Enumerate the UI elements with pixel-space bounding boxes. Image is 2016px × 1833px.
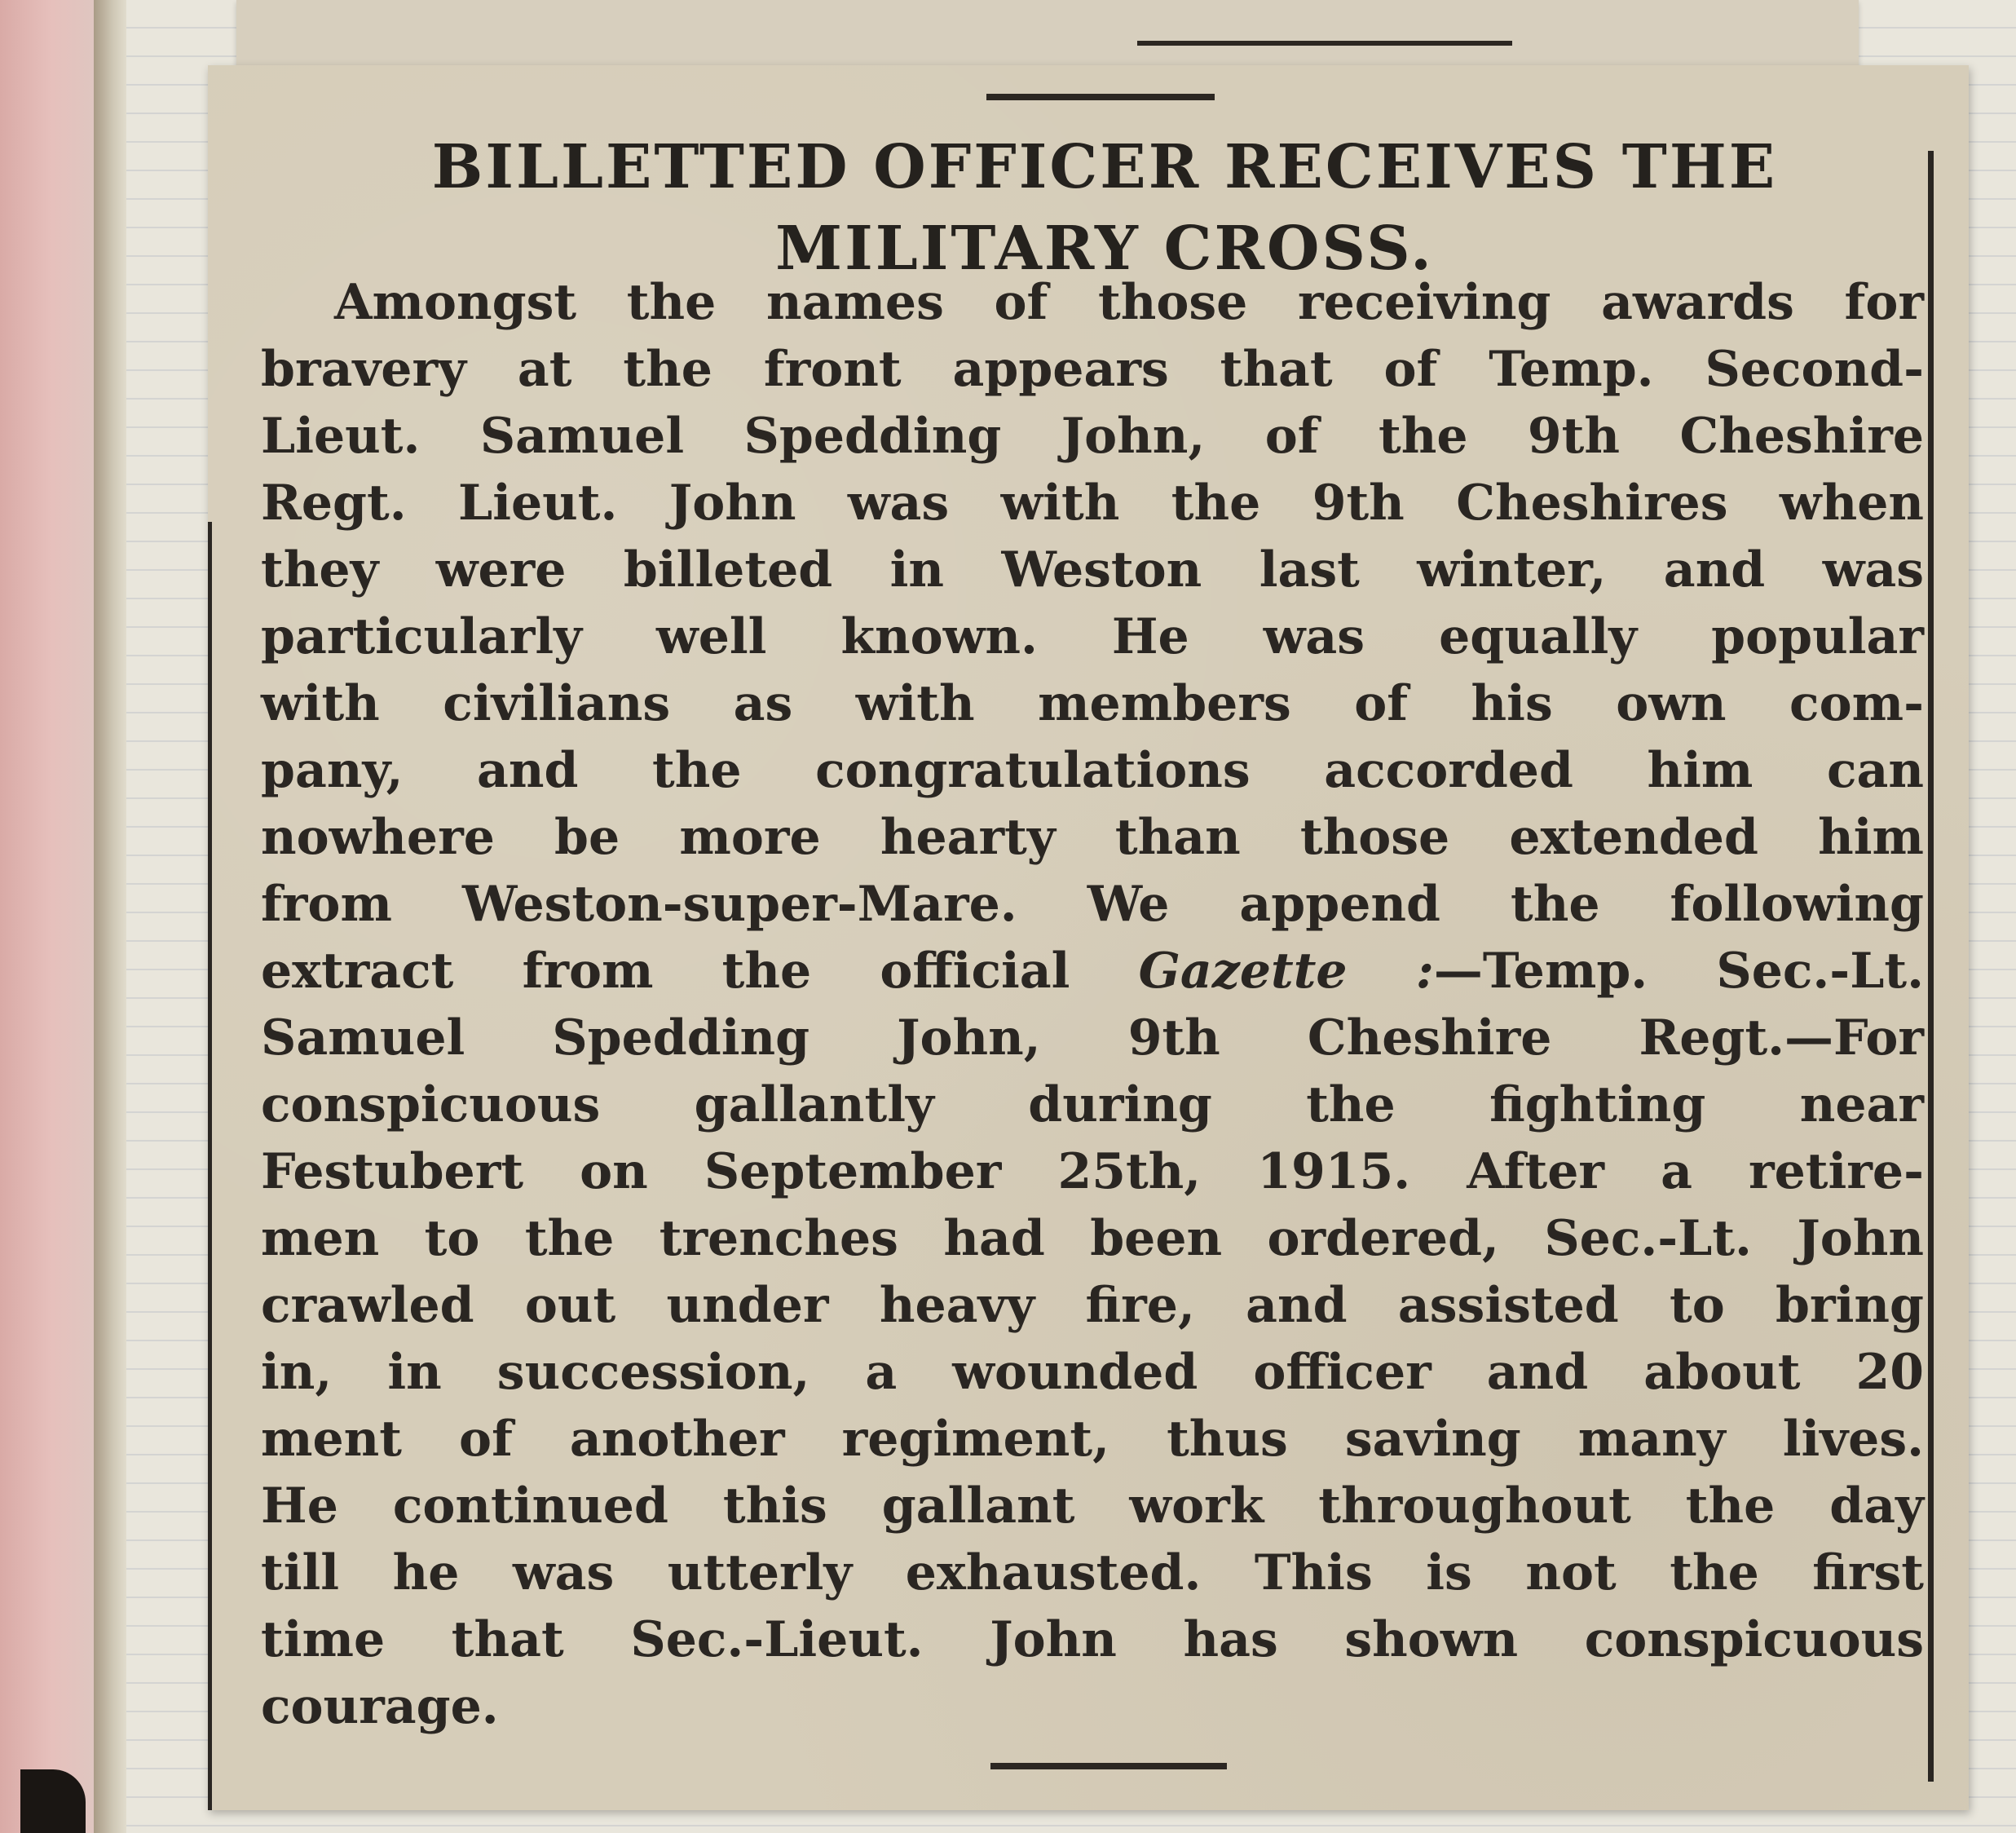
body-line: ment of another regiment, thus saving many lives.	[261, 1411, 1924, 1468]
headline-line: MILITARY CROSS.	[775, 214, 1434, 284]
partial-clipping-rule	[1137, 41, 1512, 46]
body-line: crawled out under heavy fire, and assisted to bring	[261, 1277, 1924, 1334]
body-line: Regt. Lieut. John was with the 9th Cheshires when	[261, 475, 1924, 532]
body-line: from Weston-super-Mare. We append the following	[261, 876, 1924, 933]
header-rule	[986, 94, 1215, 100]
article-headline	[306, 126, 1904, 289]
body-line: Festubert on September 25th, 1915. After a retire-	[261, 1143, 1924, 1200]
body-line: courage.	[261, 1678, 499, 1735]
body-line: pany, and the congratulations accorded him can	[261, 742, 1924, 799]
gazette-line	[261, 938, 1924, 1005]
body-line: men to the trenches had been ordered, Sec.-Lt. John	[261, 1210, 1924, 1267]
article-body	[261, 269, 1924, 1740]
gazette-line-end: —Temp. Sec.-Lt.	[1433, 943, 1924, 1000]
body-line: till he was utterly exhausted. This is not the first	[261, 1544, 1924, 1601]
book-binding-shadow	[94, 0, 126, 1833]
gazette-reference: Gazette :	[1138, 943, 1434, 1000]
newspaper-clipping	[208, 65, 1969, 1810]
headline-line: BILLETTED OFFICER RECEIVES THE	[431, 132, 1778, 202]
body-line: in, in succession, a wounded officer and about 20	[261, 1344, 1924, 1401]
body-line: bravery at the front appears that of Temp. Second-	[261, 341, 1924, 398]
pink-blotter-edge	[0, 0, 94, 1833]
column-rule-left	[208, 522, 212, 1810]
body-line: conspicuous gallantly during the fighting near	[261, 1076, 1924, 1133]
body-line: particularly well known. He was equally popular	[261, 608, 1924, 665]
body-line: they were billeted in Weston last winter, and was	[261, 541, 1924, 598]
dark-corner	[20, 1769, 86, 1833]
body-line: nowhere be more hearty than those extended him	[261, 809, 1924, 866]
body-line: Amongst the names of those receiving awards for	[334, 274, 1924, 331]
body-line: Lieut. Samuel Spedding John, of the 9th Cheshire	[261, 408, 1924, 465]
body-line: with civilians as with members of his own com-	[261, 675, 1924, 732]
body-line: He continued this gallant work throughout the day	[261, 1477, 1924, 1535]
footer-rule	[990, 1763, 1227, 1769]
body-line: time that Sec.-Lieut. John has shown conspicuous	[261, 1611, 1924, 1668]
gazette-line-start: extract from the official	[261, 943, 1139, 1000]
body-line: Samuel Spedding John, 9th Cheshire Regt.—For	[261, 1009, 1924, 1067]
column-rule-right	[1928, 151, 1934, 1782]
